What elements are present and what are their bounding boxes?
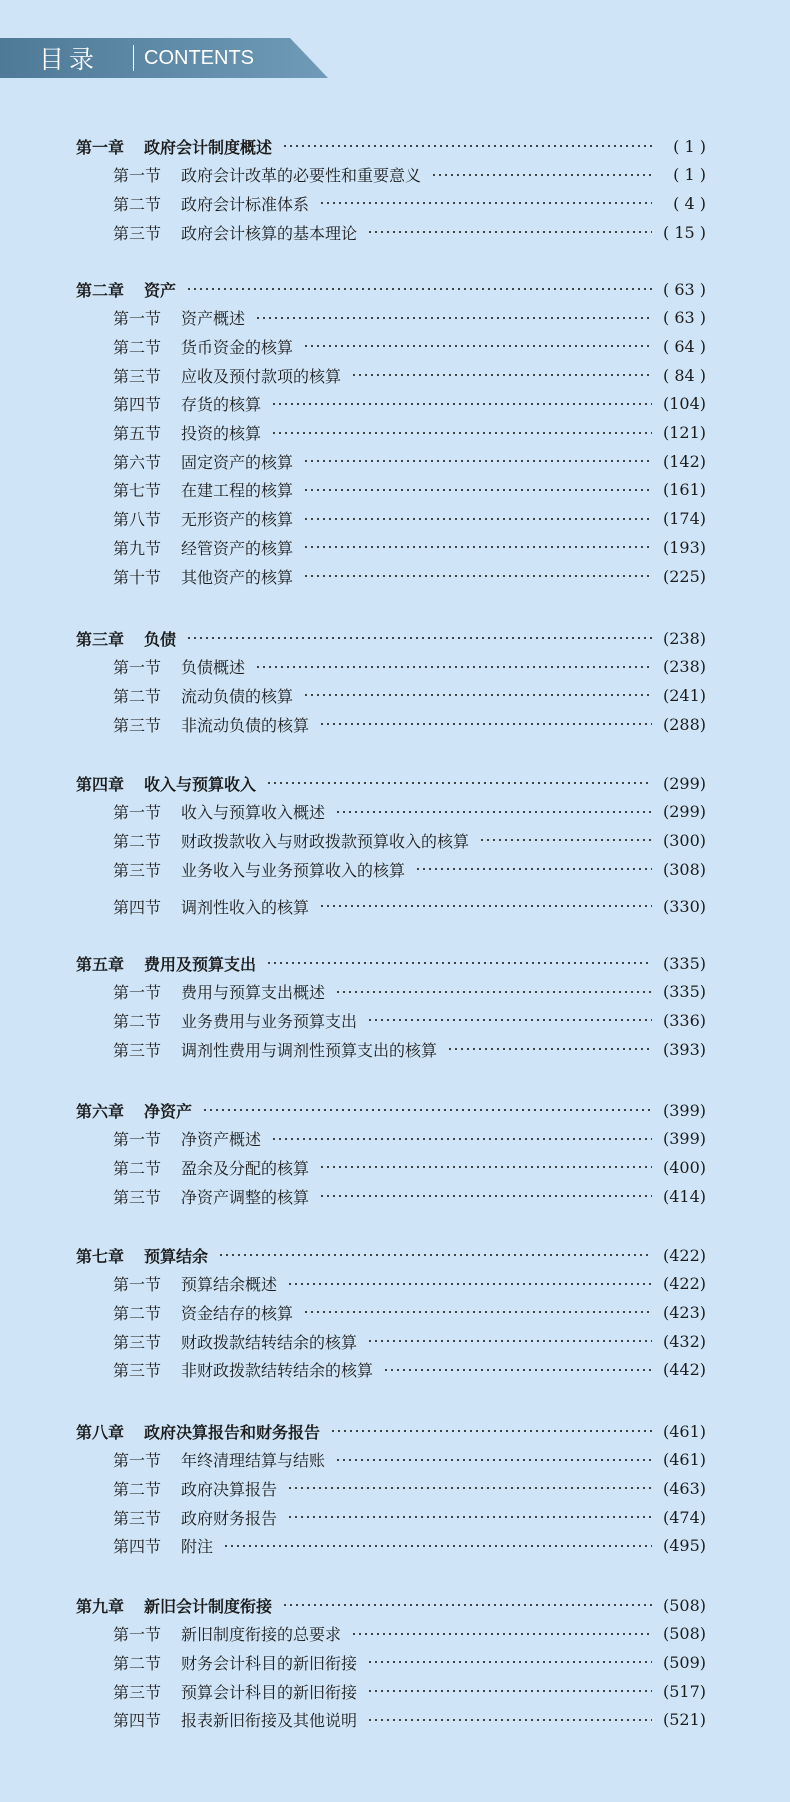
toc-section-row[interactable] [113,856,706,882]
chapter-title: 净资产 [144,1101,193,1121]
section-number: 第二节 [113,1158,162,1178]
page-number: (400) [662,1157,706,1177]
page-number: (142) [662,451,706,471]
section-title: 负债概述 [181,658,246,678]
page-number: (335) [662,953,706,973]
toc-section-row[interactable] [113,162,706,188]
section-number: 第七节 [113,481,162,501]
section-number: 第四节 [113,395,162,415]
dot-leader [255,663,652,671]
toc-section-row[interactable] [113,190,706,216]
toc-section-row[interactable] [113,827,706,853]
page-number: (238) [662,657,706,677]
toc-section-row[interactable] [113,305,706,331]
page-number: ( 84 ) [662,365,706,385]
toc-title: 目录 [39,45,100,74]
page-number: (399) [662,1100,706,1120]
dot-leader [330,1427,652,1435]
page-number: (495) [662,1536,706,1556]
page-number: ( 64 ) [662,336,706,356]
section-title: 预算结余概述 [181,1275,278,1295]
dot-leader [186,634,652,642]
page-number: (300) [662,830,706,850]
dot-leader [186,285,652,293]
section-title: 盈余及分配的核算 [181,1158,310,1178]
chapter-number: 第九章 [76,1596,125,1616]
chapter-number: 第六章 [76,1101,125,1121]
toc-section-row[interactable] [113,477,706,503]
section-title: 新旧制度衔接的总要求 [181,1625,342,1645]
dot-leader [303,486,652,494]
page-number: (508) [662,1595,706,1615]
section-title: 固定资产的核算 [181,452,294,472]
toc-section-row[interactable] [113,420,706,446]
section-title: 其他资产的核算 [181,567,294,587]
toc-section-row[interactable] [113,1036,706,1062]
chapter-title: 政府会计制度概述 [144,137,273,157]
section-title: 应收及预付款项的核算 [181,366,342,386]
toc-section-row[interactable] [113,362,706,388]
dot-leader [282,142,652,150]
toc-section-row[interactable] [113,333,706,359]
section-number: 第一节 [113,309,162,329]
section-title: 财政拨款结转结余的核算 [181,1332,358,1352]
page-number: (288) [662,714,706,734]
page-number: (121) [662,423,706,442]
dot-leader [479,836,652,844]
section-number: 第一节 [113,658,162,678]
toc-section-row[interactable] [113,893,706,919]
page-number: (517) [662,1681,706,1701]
dot-leader [303,1308,652,1316]
section-title: 调剂性收入的核算 [181,897,310,917]
chapter-number: 第三章 [76,629,125,649]
dot-leader [367,1716,652,1724]
dot-leader [303,691,652,699]
toc-section-row[interactable] [113,1357,706,1383]
section-title: 资金结存的核算 [181,1303,294,1323]
page-number: (393) [662,1039,706,1059]
section-number: 第一节 [113,983,162,1003]
toc-section-row[interactable] [113,711,706,737]
toc-section-row[interactable] [113,1533,706,1559]
chapter-number: 第八章 [76,1422,125,1442]
dot-leader [367,1016,652,1024]
section-title: 财务会计科目的新旧衔接 [181,1653,358,1673]
page-number: (335) [662,982,706,1002]
page-number: ( 63 ) [662,308,706,328]
section-title: 货币资金的核算 [181,337,294,357]
section-number: 第三节 [113,223,162,243]
dot-leader [266,959,652,967]
toc-section-row[interactable] [113,799,706,825]
toc-section-row[interactable] [113,1678,706,1704]
page-number: (423) [662,1302,706,1322]
section-number: 第三节 [113,1187,162,1207]
section-number: 第二节 [113,1303,162,1323]
section-title: 存货的核算 [181,395,262,415]
chapter-number: 第一章 [76,137,125,157]
chapter-title: 负债 [144,629,177,649]
section-number: 第三节 [113,1332,162,1352]
section-number: 第二节 [113,1653,162,1673]
section-title: 业务收入与业务预算收入的核算 [181,860,406,880]
toc-section-row[interactable] [113,1126,706,1152]
section-title: 在建工程的核算 [181,481,294,501]
toc-chapter-row[interactable] [76,276,706,302]
chapter-title: 收入与预算收入 [144,774,257,794]
page-number: ( 1 ) [673,136,706,156]
chapter-title: 新旧会计制度衔接 [144,1596,273,1616]
page-number: (461) [662,1421,706,1441]
section-title: 净资产调整的核算 [181,1187,310,1207]
section-number: 第一节 [113,803,162,823]
section-number: 第二节 [113,337,162,357]
section-number: 第一节 [113,1130,162,1150]
page-number: (161) [662,480,706,500]
section-title: 投资的核算 [181,424,262,443]
dot-leader [351,1630,652,1638]
section-title: 非流动负债的核算 [181,715,310,735]
page-number: (509) [662,1652,706,1672]
dot-leader [367,1337,652,1345]
section-title: 报表新旧衔接及其他说明 [181,1711,358,1731]
dot-leader [447,1045,652,1053]
section-title: 政府会计核算的基本理论 [181,223,358,243]
dot-leader [223,1542,652,1550]
section-number: 第六节 [113,452,162,472]
toc-section-row[interactable] [113,1328,706,1354]
chapter-title: 政府决算报告和财务报告 [144,1422,321,1442]
chapter-title: 预算结余 [144,1246,209,1266]
toc-section-row[interactable] [113,534,706,560]
section-number: 第二节 [113,686,162,706]
section-number: 第九节 [113,538,162,558]
section-title: 无形资产的核算 [181,510,294,530]
toc-section-row[interactable] [113,1707,706,1733]
page-number: ( 1 ) [673,165,706,185]
toc-section-row[interactable] [113,506,706,532]
toc-chapter-row[interactable] [76,1242,706,1268]
dot-leader [303,543,652,551]
dot-leader [202,1106,652,1114]
section-number: 第一节 [113,1451,162,1471]
toc-chapter-row[interactable] [76,1418,706,1444]
section-number: 第二节 [113,1479,162,1499]
toc-subtitle: CONTENTS [144,46,254,69]
dot-leader [367,1687,652,1695]
page-number: (474) [662,1507,706,1527]
chapter-title: 费用及预算支出 [144,954,257,974]
section-number: 第二节 [113,194,162,214]
toc-section-row[interactable] [113,1649,706,1675]
page-number: (508) [662,1624,706,1644]
page-number: (463) [662,1478,706,1498]
page-number: (422) [662,1245,706,1265]
page-number: (299) [662,802,706,822]
toc-section-row[interactable] [113,682,706,708]
page-number: (461) [662,1450,706,1470]
toc-section-row[interactable] [113,1299,706,1325]
chapter-number: 第五章 [76,954,125,974]
section-number: 第五节 [113,424,162,443]
page-number: (336) [662,1010,706,1030]
section-title: 经管资产的核算 [181,538,294,558]
dot-leader [319,720,652,728]
toc-section-row[interactable] [113,979,706,1005]
page-number: (299) [662,773,706,793]
dot-leader [287,1280,652,1288]
dot-leader [367,228,652,236]
dot-leader [287,1484,652,1492]
page-number: ( 15 ) [662,222,706,242]
section-number: 第三节 [113,366,162,386]
dot-leader [303,515,652,523]
dot-leader [266,779,652,787]
section-number: 第三节 [113,860,162,880]
page-number: (422) [662,1274,706,1294]
page-number: ( 4 ) [673,193,706,213]
dot-leader [303,572,652,580]
page-number: (442) [662,1360,706,1380]
toc-section-row[interactable] [113,1271,706,1297]
dot-leader [282,1601,652,1609]
dot-leader [271,400,652,408]
dot-leader [303,457,652,465]
section-title: 政府决算报告 [181,1479,278,1499]
toc-chapter-row[interactable] [76,1097,706,1123]
page-number: ( 63 ) [662,279,706,299]
section-title: 附注 [181,1537,214,1557]
section-title: 政府财务报告 [181,1508,278,1528]
toc-section-row[interactable] [113,1183,706,1209]
toc-section-row[interactable] [113,563,706,589]
page-number: (308) [662,859,706,879]
chapter-number: 第四章 [76,774,125,794]
dot-leader [335,808,652,816]
toc-section-row[interactable] [113,391,706,417]
section-title: 政府会计标准体系 [181,194,310,214]
section-title: 净资产概述 [181,1130,262,1150]
section-number: 第四节 [113,1537,162,1557]
toc-chapter-row[interactable] [76,950,706,976]
toc-section-row[interactable] [113,654,706,680]
section-number: 第一节 [113,1275,162,1295]
dot-leader [271,429,652,437]
dot-leader [255,314,652,322]
section-title: 政府会计改革的必要性和重要意义 [181,166,422,186]
section-number: 第三节 [113,1682,162,1702]
section-number: 第三节 [113,715,162,735]
toc-section-row[interactable] [113,1007,706,1033]
section-title: 业务费用与业务预算支出 [181,1011,358,1031]
section-number: 第一节 [113,166,162,186]
section-title: 费用与预算支出概述 [181,983,326,1003]
section-number: 第二节 [113,1011,162,1031]
section-number: 第三节 [113,1508,162,1528]
dot-leader [271,1135,652,1143]
dot-leader [335,1456,652,1464]
toc-chapter-row[interactable] [76,133,706,159]
dot-leader [351,371,652,379]
page-number: (104) [662,394,706,414]
page-number: (241) [662,685,706,705]
page-number: (174) [662,509,706,529]
dot-leader [319,1192,652,1200]
dot-leader [319,902,652,910]
toc-section-row[interactable] [113,1621,706,1647]
section-number: 第十节 [113,567,162,587]
toc-chapter-row[interactable] [76,1592,706,1618]
toc-section-row[interactable] [113,1154,706,1180]
section-number: 第八节 [113,510,162,530]
page-number: (193) [662,537,706,557]
section-title: 收入与预算收入概述 [181,803,326,823]
dot-leader [415,865,652,873]
toc-section-row[interactable] [113,1447,706,1473]
dot-leader [287,1513,652,1521]
chapter-title: 资产 [144,280,177,300]
toc-chapter-row[interactable] [76,625,706,651]
dot-leader [431,171,652,179]
section-title: 年终清理结算与结账 [181,1451,326,1471]
chapter-number: 第二章 [76,280,125,300]
page-number: (399) [662,1129,706,1149]
toc-section-row[interactable] [113,219,706,245]
toc-section-row[interactable] [113,448,706,474]
section-number: 第四节 [113,1711,162,1731]
section-title: 非财政拨款结转结余的核算 [181,1361,374,1381]
chapter-number: 第七章 [76,1246,125,1266]
dot-leader [319,1163,652,1171]
page-number: (330) [662,896,706,916]
page-number: (225) [662,566,706,586]
page-number: (414) [662,1186,706,1206]
section-title: 流动负债的核算 [181,686,294,706]
section-number: 第二节 [113,831,162,851]
dot-leader [367,1658,652,1666]
dot-leader [303,342,652,350]
dot-leader [218,1251,652,1259]
dot-leader [319,199,652,207]
page-number: (521) [662,1710,706,1730]
section-number: 第三节 [113,1040,162,1060]
section-number: 第一节 [113,1625,162,1645]
section-title: 资产概述 [181,309,246,329]
section-title: 财政拨款收入与财政拨款预算收入的核算 [181,831,470,851]
dot-leader [335,988,652,996]
page-number: (432) [662,1331,706,1351]
section-number: 第三节 [113,1361,162,1381]
toc-section-row[interactable] [113,1504,706,1530]
toc-chapter-row[interactable] [76,770,706,796]
toc-section-row[interactable] [113,1475,706,1501]
section-number: 第四节 [113,897,162,917]
section-title: 调剂性费用与调剂性预算支出的核算 [181,1040,438,1060]
page-number: (238) [662,628,706,648]
dot-leader [383,1366,652,1374]
section-title: 预算会计科目的新旧衔接 [181,1682,358,1702]
